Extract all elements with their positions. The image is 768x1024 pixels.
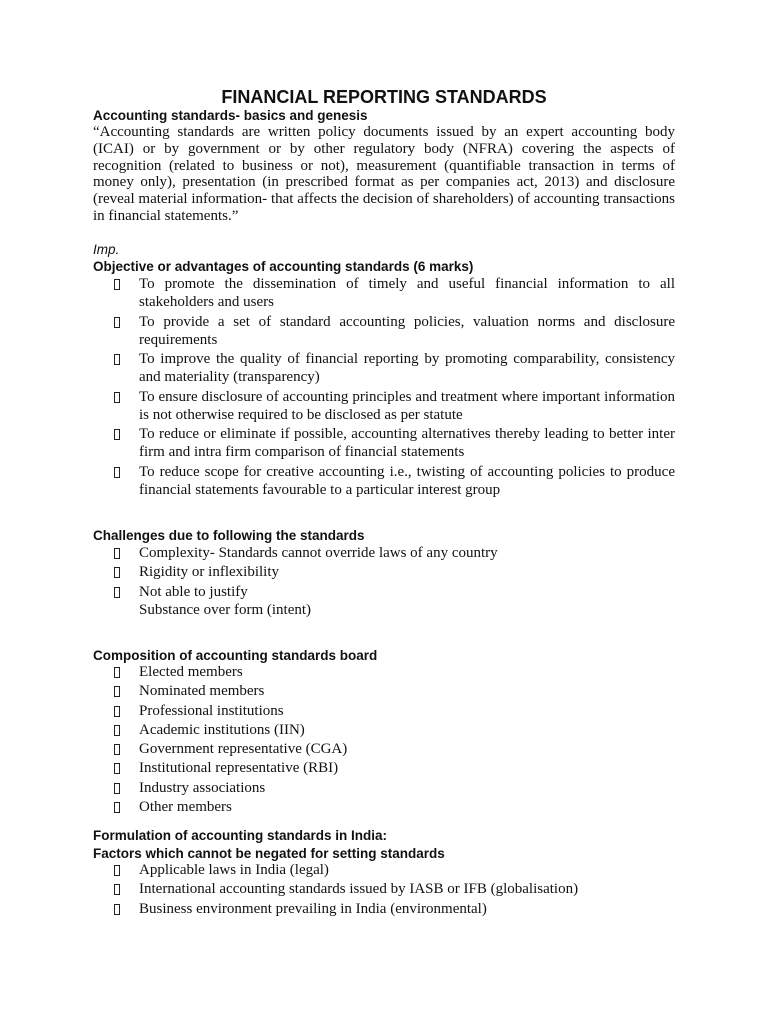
section-heading-objectives: Objective or advantages of accounting standards (6 marks) — [93, 259, 474, 274]
bullet-icon — [114, 392, 120, 403]
list-item: International accounting standards issued by IASB or IFB (globalisation) — [113, 880, 675, 899]
list-item: To provide a set of standard accounting policies, valuation norms and disclosure requirements — [113, 313, 675, 349]
list-item: Government representative (CGA) — [113, 740, 675, 759]
bullet-icon — [114, 429, 120, 440]
bullet-icon — [114, 279, 120, 290]
bullet-icon — [114, 548, 120, 559]
factors-list — [113, 861, 675, 919]
section-subheading-factors: Factors which cannot be negated for setting standards — [93, 846, 445, 861]
challenges-list — [113, 544, 675, 602]
list-item: Applicable laws in India (legal) — [113, 861, 675, 880]
section-heading-composition: Composition of accounting standards board — [93, 648, 378, 663]
list-item: To promote the dissemination of timely and useful financial information to all stakeholders and users — [113, 275, 675, 311]
list-item: Academic institutions (IIN) — [113, 721, 675, 740]
list-item: To ensure disclosure of accounting principles and treatment where important information is not otherwise required to be disclosed as per statute — [113, 388, 675, 424]
list-item: Elected members — [113, 663, 675, 682]
objectives-list — [113, 275, 675, 501]
list-item: Not able to justify — [113, 583, 675, 602]
imp-label: Imp. — [93, 242, 120, 257]
bullet-icon — [114, 317, 120, 328]
bullet-icon — [114, 686, 120, 697]
list-item: Business environment prevailing in India (environmental) — [113, 900, 675, 919]
section-heading-challenges: Challenges due to following the standards — [93, 528, 365, 543]
bullet-icon — [114, 744, 120, 755]
list-item: Nominated members — [113, 682, 675, 701]
bullet-icon — [114, 567, 120, 578]
bullet-icon — [114, 763, 120, 774]
bullet-icon — [114, 667, 120, 678]
bullet-icon — [114, 354, 120, 365]
list-item: Other members — [113, 798, 675, 817]
list-item: To reduce or eliminate if possible, accounting alternatives thereby leading to better inter firm and intra firm comparison of financial statements — [113, 425, 675, 461]
definition-paragraph: “Accounting standards are written policy documents issued by an expert accounting body (ICAI) or by government or by other regulatory body (NFRA) covering the aspects of recognition (related to business or not), measurement (quantifiable transaction in terms of money only), presentation (in prescribed format as per companies act, 2013) and disclosure (reveal material information- that affects the decision of shareholders) of accounting transactions in financial statements.” — [93, 124, 675, 224]
list-item: To improve the quality of financial reporting by promoting comparability, consistency and materiality (transparency) — [113, 350, 675, 386]
bullet-icon — [114, 467, 120, 478]
bullet-icon — [114, 587, 120, 598]
list-item: To reduce scope for creative accounting i.e., twisting of accounting policies to produce financial statements favourable to a particular interest group — [113, 463, 675, 499]
section-heading-formulation: Formulation of accounting standards in India: — [93, 828, 388, 843]
bullet-icon — [114, 706, 120, 717]
bullet-icon — [114, 783, 120, 794]
bullet-icon — [114, 884, 120, 895]
bullet-icon — [114, 904, 120, 915]
bullet-icon — [114, 802, 120, 813]
bullet-icon — [114, 865, 120, 876]
list-item: Complexity- Standards cannot override laws of any country — [113, 544, 675, 563]
list-item: Professional institutions — [113, 702, 675, 721]
page-title: FINANCIAL REPORTING STANDARDS — [221, 87, 547, 107]
bullet-icon — [114, 725, 120, 736]
substance-over-form-line: Substance over form (intent) — [139, 602, 312, 618]
list-item: Rigidity or inflexibility — [113, 563, 675, 582]
list-item: Institutional representative (RBI) — [113, 759, 675, 778]
composition-list — [113, 663, 675, 817]
list-item: Industry associations — [113, 779, 675, 798]
section-heading-basics: Accounting standards- basics and genesis — [93, 108, 368, 123]
